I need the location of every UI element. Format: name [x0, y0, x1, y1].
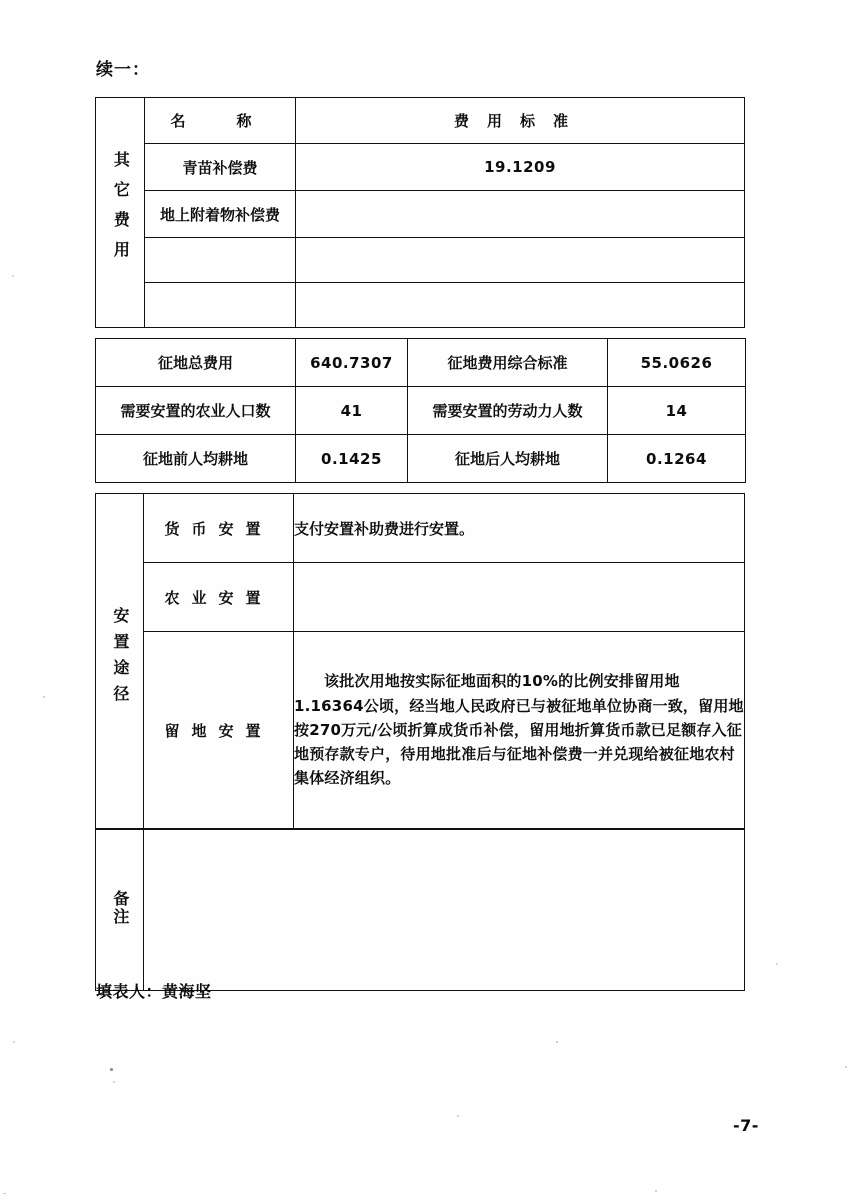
resettlement-table [95, 493, 745, 829]
resettlement-type-monetary: 货币安置 [144, 494, 294, 563]
table-row [96, 339, 746, 387]
scan-speck [113, 1081, 115, 1083]
table-row [96, 632, 745, 829]
scan-speck [457, 1115, 459, 1117]
label-farmland-per-capita-before: 征地前人均耕地 [96, 435, 296, 483]
fee-value-blank-1 [296, 238, 745, 283]
fee-value-blank-2 [296, 283, 745, 328]
scan-speck [556, 1041, 558, 1043]
resettlement-type-agricultural: 农业安置 [144, 563, 294, 632]
scan-speck [776, 963, 778, 965]
resettlement-value-reserved-land: 该批次用地按实际征地面积的10%的比例安排留用地1.16364公顷，经当地人民政府已与被征地单位协商一致，留用地按270万元/公顷折算成货币补偿，留用地折算货币款已足额存入征地预存款专户，待用地批准后与征地补偿费一并兑现给被征地农村集体经济组织。 [294, 632, 745, 829]
value-farmland-per-capita-after: 0.1264 [608, 435, 746, 483]
table-row [96, 283, 745, 328]
table-row [96, 435, 746, 483]
resettlement-value-agricultural [294, 563, 745, 632]
fee-name-ground-attachment: 地上附着物补偿费 [145, 191, 296, 238]
table-row [96, 830, 745, 991]
compensation-form-table-wrapper [95, 97, 745, 991]
resettlement-type-reserved-land: 留地安置 [144, 632, 294, 829]
value-agricultural-population: 41 [296, 387, 408, 435]
column-header-standard: 费用标准 [296, 98, 745, 144]
value-labor-force-count: 14 [608, 387, 746, 435]
resettlement-value-monetary: 支付安置补助费进行安置。 [294, 494, 745, 563]
other-fees-side-label: 其它费用 [96, 98, 145, 328]
fee-name-young-crop: 青苗补偿费 [145, 144, 296, 191]
label-agricultural-population: 需要安置的农业人口数 [96, 387, 296, 435]
value-total-requisition-cost: 640.7307 [296, 339, 408, 387]
table-row [96, 144, 745, 191]
remarks-value [144, 830, 745, 991]
resettlement-side-label: 安置途径 [96, 494, 144, 829]
table-row [96, 238, 745, 283]
table-row-other-fees-header [96, 98, 745, 144]
value-comprehensive-standard: 55.0626 [608, 339, 746, 387]
summary-table [95, 338, 746, 483]
fee-name-blank-2 [145, 283, 296, 328]
scan-speck [43, 696, 45, 698]
label-total-requisition-cost: 征地总费用 [96, 339, 296, 387]
remarks-side-label: 备注 [96, 830, 144, 991]
table-row [96, 387, 746, 435]
table-row [96, 494, 745, 563]
value-farmland-per-capita-before: 0.1425 [296, 435, 408, 483]
continuation-label: 续一： [96, 60, 150, 80]
label-labor-force-count: 需要安置的劳动力人数 [408, 387, 608, 435]
form-filler-line: 填表人：黄海坚 [96, 982, 212, 1001]
page-number: -7- [733, 1116, 759, 1135]
table-row [96, 191, 745, 238]
label-comprehensive-standard: 征地费用综合标准 [408, 339, 608, 387]
remarks-table [95, 829, 745, 991]
scan-speck [655, 1190, 657, 1192]
scan-speck [13, 1041, 15, 1043]
scan-speck [110, 1068, 113, 1071]
column-header-name: 名 称 [145, 98, 296, 144]
fee-value-ground-attachment [296, 191, 745, 238]
scan-speck [3, 1193, 6, 1194]
fee-value-young-crop: 19.1209 [296, 144, 745, 191]
scan-speck [12, 275, 14, 277]
scan-speck [845, 1066, 847, 1068]
table-row [96, 563, 745, 632]
label-farmland-per-capita-after: 征地后人均耕地 [408, 435, 608, 483]
other-fees-table [95, 97, 745, 328]
fee-name-blank-1 [145, 238, 296, 283]
